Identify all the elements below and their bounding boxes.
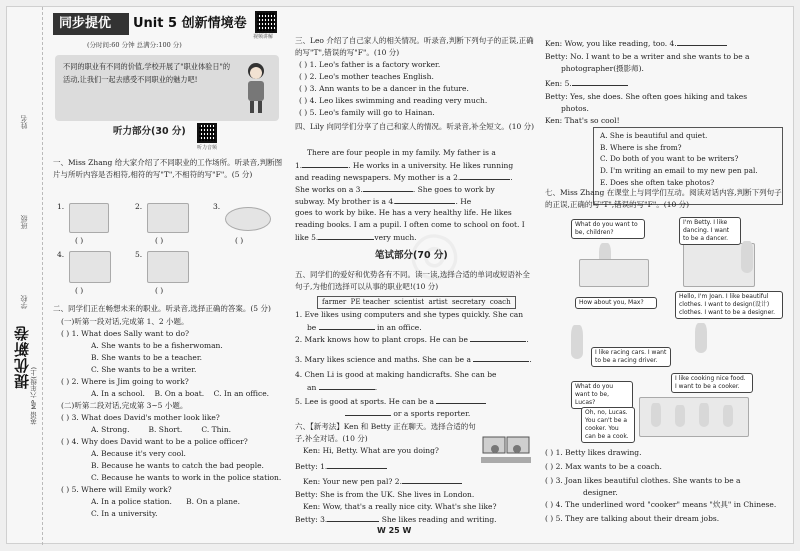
q3-item-1[interactable]: ( ) 1. Leo's father is a factory worker. bbox=[299, 60, 441, 69]
q2-1-option-c: C. She wants to be a writer. bbox=[91, 365, 197, 374]
q1-answer-4[interactable]: ( ) bbox=[75, 286, 84, 295]
q2-1-option-a: A. She wants to be a fisherwoman. bbox=[91, 341, 223, 350]
listening-heading: 听力部分(30 分) bbox=[113, 126, 186, 137]
q5-item-5-cont: or a sports reporter. bbox=[345, 407, 470, 420]
q5-item-5: 5. Lee is good at sports. He can be a bbox=[295, 395, 486, 408]
q2-answer-4[interactable]: ( ) bbox=[61, 437, 70, 446]
name-label: 姓名 bbox=[20, 115, 28, 129]
q3-item-2[interactable]: ( ) 2. Leo's mother teaches English. bbox=[299, 72, 434, 81]
q7-title: 七、Miss Zhang 在课堂上与同学们互动。阅读对话内容,判断下列句子的正误,正确的写"T",错误的写"F"。(10 分) bbox=[545, 188, 782, 209]
q3-item-5[interactable]: ( ) 5. Leo's family will go to Hainan. bbox=[299, 108, 435, 117]
q2-2-options: A. In a school. B. On a boat. C. In an office. bbox=[91, 389, 270, 398]
intro-text: 不同的职业有不同的价值,学校开展了"职业体验日"的活动,让我们一起去感受不同职业的魅力吧! bbox=[63, 62, 231, 84]
q7-item-2[interactable]: ( ) 2. Max wants to be a coach. bbox=[545, 462, 662, 471]
q2-item-5: ( ) 5. Where will Emily work? bbox=[61, 485, 172, 494]
q1-title: 一、Miss Zhang 给大家介绍了不同职业的工作场所。听录音,判断图片与所听内容是否相符,相符的写"T",不相符的写"F"。(5 分) bbox=[53, 158, 283, 179]
bubble-teacher-question: What do you want to be, children? bbox=[571, 219, 645, 239]
q6-right-line-2: Betty: No. I want to be a writer and she wants to be a bbox=[545, 52, 750, 61]
q1-pic-label-1: 1. bbox=[57, 202, 65, 211]
bubble-betty: I'm Betty. I like dancing. I want to be a dancer. bbox=[679, 217, 741, 245]
q7-item-1[interactable]: ( ) 1. Betty likes drawing. bbox=[545, 448, 642, 457]
q7-item-4[interactable]: ( ) 4. The underlined word "cooker" means "炊具" in Chinese. bbox=[545, 500, 777, 509]
bubble-cook-correction: Oh, no, Lucas. You can't be a cooker. You can be a cook. bbox=[581, 407, 635, 443]
bubble-joan: Hello, I'm Joan. I like beautiful clothes. I want to design(设计) clothes. I want to be a designer. bbox=[675, 291, 783, 319]
q5-item-4-cont: an . bbox=[307, 383, 378, 392]
q6-line-4: Betty: She is from the UK. She lives in London. bbox=[295, 490, 475, 499]
q1-answer-1[interactable]: ( ) bbox=[75, 236, 84, 245]
student-figure-1 bbox=[651, 403, 661, 427]
q2-item-1: ( ) 1. What does Sally want to do? bbox=[61, 329, 189, 338]
q6-option-e: E. Does she often take photos? bbox=[600, 177, 715, 187]
listening-qr-icon[interactable] bbox=[197, 123, 217, 143]
student-figure-2 bbox=[675, 405, 685, 427]
q6-right-line-7: Ken: That's so cool! bbox=[545, 116, 620, 125]
q4-line-2: 1. . He works in a university. He likes running bbox=[295, 161, 514, 170]
q5-blank-1[interactable] bbox=[319, 321, 375, 330]
q6-blank-2[interactable] bbox=[402, 475, 462, 484]
bubble-ask-lucas: What do you want to be, Lucas? bbox=[571, 381, 633, 409]
q1-pic-label-4: 4. bbox=[57, 250, 65, 259]
q6-blank-4[interactable] bbox=[677, 37, 727, 46]
q3-item-3[interactable]: ( ) 3. Ann wants to be a dancer in the future. bbox=[299, 84, 469, 93]
page-title: Unit 5 创新情境卷 bbox=[133, 16, 247, 31]
q2-5-option-ab: A. In a police station. B. On a plane. bbox=[91, 497, 240, 506]
q6-blank-1[interactable] bbox=[327, 460, 387, 469]
q1-answer-3[interactable]: ( ) bbox=[235, 236, 244, 245]
writing-heading: 笔试部分(70 分) bbox=[375, 250, 448, 261]
q2-1-option-b: B. She wants to be a teacher. bbox=[91, 353, 202, 362]
q1-answer-5[interactable]: ( ) bbox=[155, 286, 164, 295]
worksheet-page bbox=[6, 6, 794, 544]
bubble-lucas: I like cooking nice food. I want to be a cooker. bbox=[671, 373, 753, 393]
q4-line-4: She works on a 3. . She goes to work by bbox=[295, 185, 495, 194]
listening-qr-label: 听力音频 bbox=[197, 145, 218, 151]
q6-option-a: A. She is beautiful and quiet. bbox=[600, 131, 708, 140]
max-figure bbox=[571, 325, 583, 359]
q5-blank-5b[interactable] bbox=[345, 407, 391, 416]
class-label: 班级 bbox=[20, 215, 28, 229]
q5-blank-5[interactable] bbox=[436, 395, 486, 404]
q6-blank-3[interactable] bbox=[327, 513, 379, 522]
q6-line-3: Ken: Your new pen pal? 2. bbox=[303, 475, 462, 488]
time-info: (分时间:60 分钟 总满分:100 分) bbox=[87, 41, 182, 49]
q6-right-line-4: Ken: 5. bbox=[545, 77, 628, 90]
brand-subtitle: 英语 MP 六年级(上) bbox=[30, 367, 38, 425]
q6-line-5: Ken: Wow, that's a really nice city. What's she like? bbox=[303, 502, 497, 511]
bubble-how-about-max: How about you, Max? bbox=[575, 297, 657, 309]
brand-logo-text: 提优新卷 bbox=[13, 325, 31, 389]
teacher-illustration-icon bbox=[241, 61, 271, 115]
q2-5-option-c: C. In a university. bbox=[91, 509, 158, 518]
q4-line-5: subway. My brother is a 4. . He bbox=[295, 197, 472, 206]
student-figure-3 bbox=[699, 403, 709, 427]
q7-item-3[interactable]: ( ) 3. Joan likes beautiful clothes. She wants to be a bbox=[545, 476, 741, 485]
q2-part1: (一)听第一段对话,完成第 1、2 小题。 bbox=[61, 317, 189, 326]
q1-pic-label-5: 5. bbox=[135, 250, 143, 259]
title-tag: 同步提优 bbox=[53, 13, 129, 35]
q6-line-1: Ken: Hi, Betty. What are you doing? bbox=[303, 446, 439, 455]
q5-item-2: 2. Mark knows how to plant crops. He can be . bbox=[295, 335, 529, 344]
q5-blank-2[interactable] bbox=[470, 333, 526, 342]
q6-right-line-1: Ken: Wow, you like reading, too. 4. bbox=[545, 37, 727, 50]
bubble-max: I like racing cars. I want to be a racing driver. bbox=[591, 347, 671, 367]
q4-blank-1[interactable] bbox=[302, 159, 348, 168]
q4-blank-5[interactable] bbox=[318, 231, 374, 240]
farm-picture bbox=[147, 203, 189, 233]
q7-item-5[interactable]: ( ) 5. They are talking about their dream jobs. bbox=[545, 514, 720, 523]
q4-blank-2[interactable] bbox=[460, 171, 510, 180]
q6-blank-5[interactable] bbox=[572, 77, 628, 86]
q5-title: 五、同学们的爱好和优势各有不同。读一读,选择合适的单词或短语补全句子,为他们选择可以从事的职业吧!(10 分) bbox=[295, 270, 530, 291]
boat-picture bbox=[225, 207, 271, 231]
q4-title: 四、Lily 向同学们分享了自己和家人的情况。听录音,补全短文。(10 分) bbox=[295, 122, 535, 131]
classroom-scene-1 bbox=[579, 259, 649, 287]
q2-3-options: A. Strong. B. Short. C. Thin. bbox=[91, 425, 232, 434]
q6-right-line-5: Betty: Yes, she does. She often goes hiking and takes bbox=[545, 92, 748, 101]
q4-blank-4[interactable] bbox=[395, 195, 455, 204]
q5-item-1-cont: be in an office. bbox=[307, 323, 422, 332]
q4-line-7: reading books. I am a pupil. I often come to school on foot. I bbox=[295, 220, 525, 229]
q4-line-1: There are four people in my family. My father is a bbox=[307, 148, 496, 157]
school-label: 学校 bbox=[20, 295, 28, 309]
q5-item-1: 1. Eve likes using computers and she types quickly. She can bbox=[295, 310, 524, 319]
q2-answer-1[interactable]: ( ) bbox=[61, 329, 70, 338]
q6-title: 六、【新考法】Ken 和 Betty 正在聊天。选择合适的句子,补全对话。(10 分) bbox=[295, 422, 476, 443]
joan-figure bbox=[695, 323, 707, 353]
binding-sidebar bbox=[7, 7, 43, 545]
q2-title: 二、同学们正在畅想未来的职业。听录音,选择正确的答案。(5 分) bbox=[53, 304, 271, 313]
q4-line-6: goes to work by bike. He has a very healthy life. He likes bbox=[295, 208, 512, 217]
q2-answer-3[interactable]: ( ) bbox=[61, 413, 70, 422]
q2-item-3: ( ) 3. What does David's mother look like? bbox=[61, 413, 220, 422]
q4-line-3: and reading newspapers. My mother is a 2. . bbox=[295, 173, 513, 182]
q3-item-4[interactable]: ( ) 4. Leo likes swimming and reading very much. bbox=[299, 96, 488, 105]
q1-pic-label-3: 3. bbox=[213, 202, 221, 211]
q5-item-4: 4. Chen Li is good at making handicrafts. She can be bbox=[295, 370, 497, 379]
qr-label: 视频讲解 bbox=[253, 34, 274, 40]
intro-box bbox=[55, 55, 279, 121]
q5-item-3: 3. Mary likes science and maths. She can be a . bbox=[295, 355, 532, 364]
q7-item-3-cont: designer. bbox=[583, 488, 618, 497]
q2-part2: (二)听第二段对话,完成第 3~5 小题。 bbox=[61, 401, 188, 410]
q2-item-4: ( ) 4. Why does David want to be a police officer? bbox=[61, 437, 248, 446]
q2-4-option-b: B. Because he wants to catch the bad people. bbox=[91, 461, 264, 470]
q2-answer-5[interactable]: ( ) bbox=[61, 485, 70, 494]
q6-option-c: C. Do both of you want to be writers? bbox=[600, 154, 739, 164]
q6-option-b: B. Where is she from? bbox=[600, 142, 682, 152]
q2-4-option-c: C. Because he wants to work in the police station. bbox=[91, 473, 282, 482]
student-figure-4 bbox=[723, 405, 733, 427]
q1-answer-2[interactable]: ( ) bbox=[155, 236, 164, 245]
q5-blank-4[interactable] bbox=[319, 381, 375, 390]
q2-item-2: ( ) 2. Where is Jim going to work? bbox=[61, 377, 189, 386]
q4-blank-3[interactable] bbox=[363, 183, 413, 192]
title-bar bbox=[53, 11, 263, 37]
q5-word-bank: farmer PE teacher scientist artist secretary coach bbox=[317, 296, 516, 309]
q2-answer-2[interactable]: ( ) bbox=[61, 377, 70, 386]
q1-pic-label-2: 2. bbox=[135, 202, 143, 211]
chat-computer-illustration-icon bbox=[481, 431, 531, 471]
q3-title: 三、Leo 介绍了自己家人的相关情况。听录音,判断下列句子的正误,正确的写"T",错误的写"F"。(10 分) bbox=[295, 36, 534, 57]
q6-option-d: D. I'm writing an email to my new pen pal. bbox=[600, 166, 758, 176]
q6-line-2: Betty: 1. bbox=[295, 460, 387, 473]
hospital-picture bbox=[147, 251, 189, 283]
q4-line-8: like 5. very much. bbox=[295, 233, 417, 242]
office-building-picture bbox=[69, 251, 111, 283]
q2-4-option-a: A. Because it's very cool. bbox=[91, 449, 186, 458]
factory-picture bbox=[69, 203, 109, 233]
betty-figure bbox=[741, 241, 753, 273]
q6-right-line-6: photos. bbox=[561, 104, 589, 113]
q6-line-6: Betty: 3. She likes reading and writing. bbox=[295, 515, 497, 524]
q6-right-line-3: photographer(摄影师). bbox=[561, 64, 644, 73]
qr-code-icon[interactable] bbox=[255, 11, 277, 33]
page-number: W 25 W bbox=[377, 526, 412, 535]
q5-blank-3[interactable] bbox=[473, 353, 529, 362]
